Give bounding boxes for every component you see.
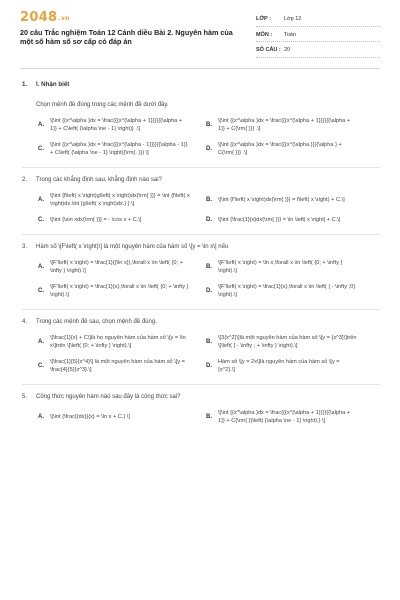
option-text: \[\int {{x^\alpha }dx = \frac{{{x^{\alpha }}}{\alpha } + C{\rm{ }}} .\]: [218, 142, 342, 156]
answer-options: [22, 259, 380, 299]
logo-suffix: .vn: [58, 15, 70, 22]
question-number: 5.: [22, 394, 28, 400]
option-c[interactable]: [38, 216, 190, 224]
site-logo[interactable]: [20, 10, 70, 25]
option-text: \[3{x^2}\]là một nguyên hàm của hàm số \[y = {x^3}\]trên \[\left( { - \infty ; + \infty } \right).\]: [218, 335, 357, 349]
info-row-grade: [256, 13, 380, 27]
info-value: Toán: [284, 31, 296, 38]
option-text: \[\int {{x^\alpha }dx = \frac{{{x^{\alpha + 1}}}}{{\alpha + 1}} + C\left( {\alpha \ne - 1} \right)} .\]: [50, 118, 182, 132]
option-text: \[\frac{1}{5}{x^4}\] là một nguyên hàm của hàm số \[y = \frac{4}{5}{x^3}.\]: [50, 359, 185, 373]
question-number: [22, 101, 36, 109]
question-stem: [22, 243, 380, 251]
question-5: [22, 393, 380, 425]
option-letter: C.: [38, 363, 44, 369]
info-value: 20: [284, 47, 291, 53]
question-list: [22, 81, 380, 425]
header-divider: [20, 68, 380, 69]
info-panel: [256, 13, 380, 60]
option-letter: A.: [38, 264, 44, 270]
option-letter: D.: [206, 363, 212, 369]
option-text: \[\int {{x^\alpha }dx = \frac{{{x^{\alpha + 1}}}}{{\alpha + 1}} + C{\rm{ }}\left( {\alpha \ne - 1} \right).} \]: [218, 410, 350, 424]
option-d[interactable]: [206, 141, 358, 157]
section-number: 1.: [22, 81, 28, 88]
option-b[interactable]: [206, 259, 358, 275]
option-text: \[\int {f'\left( x \right)dx{\rm{ }}} = f\left( x \right) + C.\]: [218, 197, 345, 203]
question-number: 3.: [22, 244, 28, 250]
question-text: Chọn mệnh đề đúng trong các mệnh đề dưới đây.: [36, 102, 169, 108]
option-b[interactable]: [206, 334, 358, 350]
answer-options: [22, 334, 380, 374]
option-text: \[\int {f\left( x \right)g\left( x \right)dx{\rm{ }}} = \int {f\left( x \right)dx.\int {g\left( x \right)dx.} } \]: [50, 193, 190, 207]
option-text: \[F'\left( x \right) = \frac{1}{{\ln x}},\forall x \in \left( {0; + \infty } \right).\]: [50, 260, 183, 274]
info-row-count: [256, 44, 380, 58]
question-stem: [22, 393, 380, 401]
question-2: [22, 176, 380, 235]
page-title: 20 câu Trắc nghiệm Toán 12 Cánh diều Bài 2. Nguyên hàm của một số hàm số sơ cấp có đáp án: [20, 28, 233, 46]
option-a[interactable]: [38, 409, 190, 425]
option-b[interactable]: [206, 117, 358, 133]
option-letter: A.: [38, 414, 44, 420]
question-4: [22, 318, 380, 385]
question-number: 4.: [22, 319, 28, 325]
question-divider: [22, 167, 380, 168]
info-label: SỐ CÂU :: [256, 47, 281, 53]
question-1: [22, 101, 380, 168]
option-d[interactable]: [206, 283, 358, 299]
option-letter: B.: [206, 197, 212, 203]
question-text: Hàm số \[F\left( x \right)\] là một nguyên hàm của hàm số \[y = \ln x\] nếu: [36, 244, 229, 250]
question-divider: [22, 234, 380, 235]
option-c[interactable]: [38, 358, 190, 374]
section-title: I. Nhận biết: [36, 81, 70, 88]
option-text: \[F'\left( x \right) = \frac{1}{x},\forall x \in \left( { - \infty ;0} \right).\]: [218, 284, 356, 298]
option-a[interactable]: [38, 117, 190, 133]
question-divider: [22, 384, 380, 385]
option-letter: A.: [38, 197, 44, 203]
option-c[interactable]: [38, 141, 190, 157]
question-text: Trong các mệnh đề sau, chọn mệnh đề đúng.: [36, 319, 157, 325]
page-header: [0, 0, 400, 62]
option-letter: C.: [38, 146, 44, 152]
info-label: LỚP :: [256, 16, 271, 22]
answer-options: [22, 117, 380, 157]
option-letter: C.: [38, 217, 44, 223]
option-letter: D.: [206, 288, 212, 294]
question-stem: [22, 101, 380, 109]
option-letter: A.: [38, 339, 44, 345]
option-b[interactable]: [206, 192, 358, 208]
option-d[interactable]: [206, 216, 358, 224]
option-a[interactable]: [38, 259, 190, 275]
answer-options: [22, 409, 380, 425]
option-text: \[\int {{x^\alpha }dx = \frac{{{x^{\alpha - 1}}}}{{\alpha - 1}} + C\left( {\alpha \ne - 1} \right){\rm{. }}} \]: [50, 142, 188, 156]
question-number: 2.: [22, 177, 28, 183]
question-stem: [22, 176, 380, 184]
info-row-subject: [256, 29, 380, 43]
option-letter: B.: [206, 339, 212, 345]
option-b[interactable]: [206, 409, 358, 425]
info-label: MÔN :: [256, 31, 273, 38]
option-text: \[\frac{1}{x} + C\]là họ nguyên hàm của hàm số \[y = \ln x\]trên \[\left( {0; + \infty } \right).\]: [50, 335, 186, 349]
option-text: \[F'\left( x \right) = \ln x,\forall x \in \left( {0; + \infty } \right).\]: [218, 260, 343, 274]
option-text: \[F'\left( x \right) = \frac{1}{x},\forall x \in \left( {0; + \infty } \right).\]: [50, 284, 189, 298]
option-letter: A.: [38, 122, 44, 128]
info-value: Lớp 12: [284, 16, 302, 22]
option-letter: B.: [206, 122, 212, 128]
option-letter: B.: [206, 264, 212, 270]
question-text: Trong các khẳng định sau, khẳng định nào sai?: [36, 177, 162, 183]
option-letter: C.: [38, 288, 44, 294]
option-text: \[\int {\sin xdx{\rm{ }}} = - \cos x + C.\]: [50, 217, 142, 223]
option-a[interactable]: [38, 192, 190, 208]
option-text: \[\int {{x^\alpha }dx = \frac{{{x^{\alpha + 1}}}}{{\alpha + 1}} + C{\rm{ }}} .\]: [218, 118, 350, 132]
section-heading: [22, 81, 380, 93]
option-letter: B.: [206, 414, 212, 420]
option-d[interactable]: [206, 358, 358, 374]
question-text: Công thức nguyên hàm nào sau đây là công thức sai?: [36, 394, 181, 400]
option-text: \[\int {\frac{1}{x}dx{\rm{ }}} = \ln \left| x \right| + C.\]: [218, 217, 341, 223]
option-letter: D.: [206, 217, 212, 223]
option-text: \[\int {\frac{{dx}}{x} = \ln x + C.} \]: [50, 414, 130, 420]
answer-options: [22, 192, 380, 224]
question-3: [22, 243, 380, 310]
question-stem: [22, 318, 380, 326]
question-divider: [22, 309, 380, 310]
option-c[interactable]: [38, 283, 190, 299]
option-a[interactable]: [38, 334, 190, 350]
logo-text: 2048: [20, 10, 58, 25]
option-letter: D.: [206, 146, 212, 152]
option-text: Hàm số \[y = 2x\]là nguyên hàm của hàm số \[y = {x^2}.\]: [218, 359, 340, 373]
